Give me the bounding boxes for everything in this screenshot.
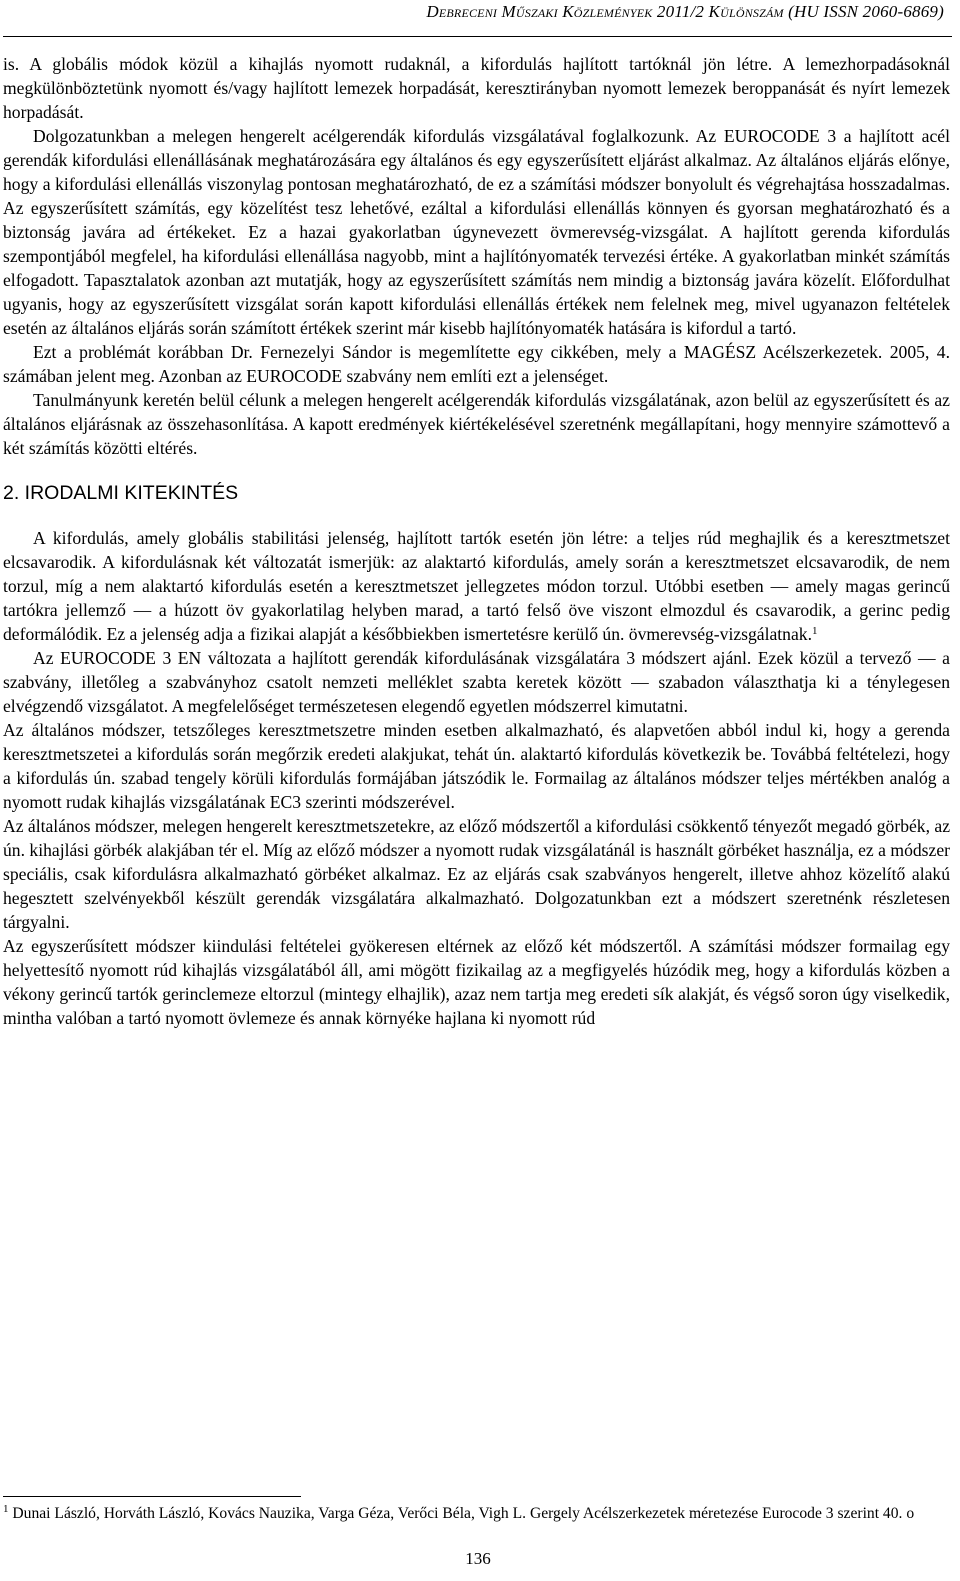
- paragraph-intro-4: Tanulmányunk keretén belül célunk a melegen hengerelt acélgerendák kifordulás vizsgálatának, azon belül az egyszerűsített és az általános eljárásnak az összehasonlítása. A kapott eredmények kiértékelésével szeretnénk megállapítani, hogy mennyire számottevő a két számítás közötti eltérés.: [3, 390, 950, 458]
- page-body: [3, 52, 950, 1030]
- paragraph-section-4: Az általános módszer, melegen hengerelt keresztmetszetekre, az előző módszertől a kifordulási csökkentő tényezőt megadó görbék, az ún. kihajlási görbék alakjában tér el. Míg az előző módszer a nyomott rudak vizsgálatánál is használt görbéket használja, ez a módszer speciális, csak kifordulásra alkalmazható görbéket alkalmaz. Ez az eljárás csak szabványos hengerelt, illetve ahhoz közelítő alakú hegesztett szelvényekből készült gerendák vizsgálatára alkalmazható. Dolgozatunkban ezt a módszert szeretnénk részletesen tárgyalni.: [3, 816, 951, 932]
- page-number: 136: [465, 1549, 491, 1568]
- footnote-rule: [3, 1496, 301, 1497]
- paragraph-intro-3: Ezt a problémát korábban Dr. Fernezelyi Sándor is megemlítette egy cikkében, mely a MAGÉSZ Acélszerkezetek. 2005, 4. számában jelent meg. Azonban az EUROCODE szabvány nem említi ezt a jelenséget.: [3, 342, 950, 386]
- paragraph-section-5: Az egyszerűsített módszer kiindulási feltételei gyökeresen eltérnek az előző két módszertől. A számítási módszer formailag egy helyettesítő nyomott rúd kihajlás vizsgálatából áll, ami mögött fizikailag az a megfigyelés húzódik meg, hogy a kifordulás közben a vékony gerincű tartók gerinclemeze eltorzul (mintegy elhajlik), azaz nem tartja meg eredeti sík alakját, és végső soron úgy viselkedik, mintha valóban a tartó nyomott övlemeze és annak környéke hajlana ki nyomott rúd: [3, 936, 950, 1028]
- footnote-reference: 1: [812, 625, 818, 637]
- footnote-text: Dunai László, Horváth László, Kovács Nauzika, Varga Géza, Verőci Béla, Vigh L. Gergely Acélszerkezetek méretezése Eurocode 3 szerint 40. o: [12, 1505, 915, 1522]
- paragraph-intro-2: Dolgozatunkban a melegen hengerelt acélgerendák kifordulás vizsgálatával foglalkozunk. Az EUROCODE 3 a hajlított acél gerendák kifordulási ellenállásának meghatározására egy általános és egy egyszerűsített eljárást alkalmaz. Az általános eljárás előnye, hogy a kifordulási ellenállás viszonylag pontosan meghatározható, de ez a számítási módszer bonyolult és végrehajtása hosszadalmas. Az egyszerűsített számítás, egy közelítést tesz lehetővé, ezáltal a kifordulási ellenállás könnyen és gyorsan meghatározható és a biztonság javára ad értékeket. Ez a hazai gyakorlatban úgynevezett övmerevség-vizsgálat. A hajlított gerenda kifordulás szempontjából megfelel, ha kifordulási ellenállása nagyobb, mint a hajlítónyomaték tervezési értéke. A gyakorlatban minkét számítás elfogadott. Tapasztalatok azonban azt mutatják, hogy az egyszerűsített számítás nem mindig a biztonság javára közelít. Előfordulhat ugyanis, hogy az egyszerűsített vizsgálat során kapott kifordulási ellenállás értékek nem felelnek meg, mivel ugyanazon feltételek esetén az általános eljárás során számított értékek szerint már kisebb hajlítónyomaték hatására is kifordul a tartó.: [3, 126, 950, 338]
- footnote: [3, 1504, 943, 1524]
- section-heading: 2. IRODALMI KITEKINTÉS: [3, 482, 239, 504]
- footnote-number: 1: [3, 1503, 9, 1515]
- journal-name: Debreceni Műszaki Közlemények: [426, 2, 653, 21]
- paragraph-section-3: Az általános módszer, tetszőleges keresztmetszetre minden esetben alkalmazható, és alapvetően abból indul ki, hogy a gerenda keresztmetszetei a kifordulás során megőrzik eredeti alakjukat, tehát ún. alaktartó kifordulás következik be. Továbbá feltételezi, hogy a kifordulás ún. szabad tengely körüli kifordulás formájában játszódik le. Formailag az általános módszer teljes mértékben analóg a nyomott rudak kihajlás vizsgálatának EC3 szerinti módszerével.: [3, 720, 950, 812]
- paragraph-section-2: Az EUROCODE 3 EN változata a hajlított gerendák kifordulásának vizsgálatára 3 módszert ajánl. Ezek közül a tervező — a szabvány, illetőleg a szabványhoz csatolt nemzeti melléklet szabta keretek között — szabadon választhatja ki a ténylegesen elvégzendő vizsgálatot. A megfelelőséget természetesen elegendő egyetlen módszerrel kimutatni.: [3, 648, 950, 716]
- running-header: [426, 2, 944, 22]
- header-rule: [3, 36, 952, 37]
- journal-special-issue: Különszám: [708, 2, 784, 21]
- journal-issn: (HU ISSN 2060-6869): [788, 2, 944, 21]
- paragraph-intro-1: is. A globális módok közül a kihajlás nyomott rudaknál, a kifordulás hajlított tartóknál jön létre. A lemezhorpadásoknál megkülönböztetünk nyomott és/vagy hajlított lemezek horpadását, keresztirányban nyomott lemezek beroppanását és nyírt lemezek horpadását.: [3, 54, 950, 122]
- paragraph-section-1-text: A kifordulás, amely globális stabilitási jelenség, hajlított tartók esetén jön létre: a teljes rúd meghajlik és a keresztmetszet elcsavarodik. A kifordulásnak két változatát ismerjük: az alaktartó kifordulás, amely során a keresztmetszet elcsavarodik, de nem torzul, míg a nem alaktartó kifordulás esetén a keresztmetszet jellegzetes módon torzul. Utóbbi esetben — amely magas gerincű tartókra jellemző — a húzott öv gyakorlatilag helyben marad, a tartó felső öve viszont elmozdul és csavarodik, a gerinc pedig deformálódik. Ez a jelenség adja a fizikai alapját a későbbiekben ismertetésre kerülő ún. övmerevség-vizsgálatnak.: [3, 528, 950, 644]
- paragraph-section-1: [3, 526, 950, 646]
- journal-issue: 2011/2: [656, 2, 705, 21]
